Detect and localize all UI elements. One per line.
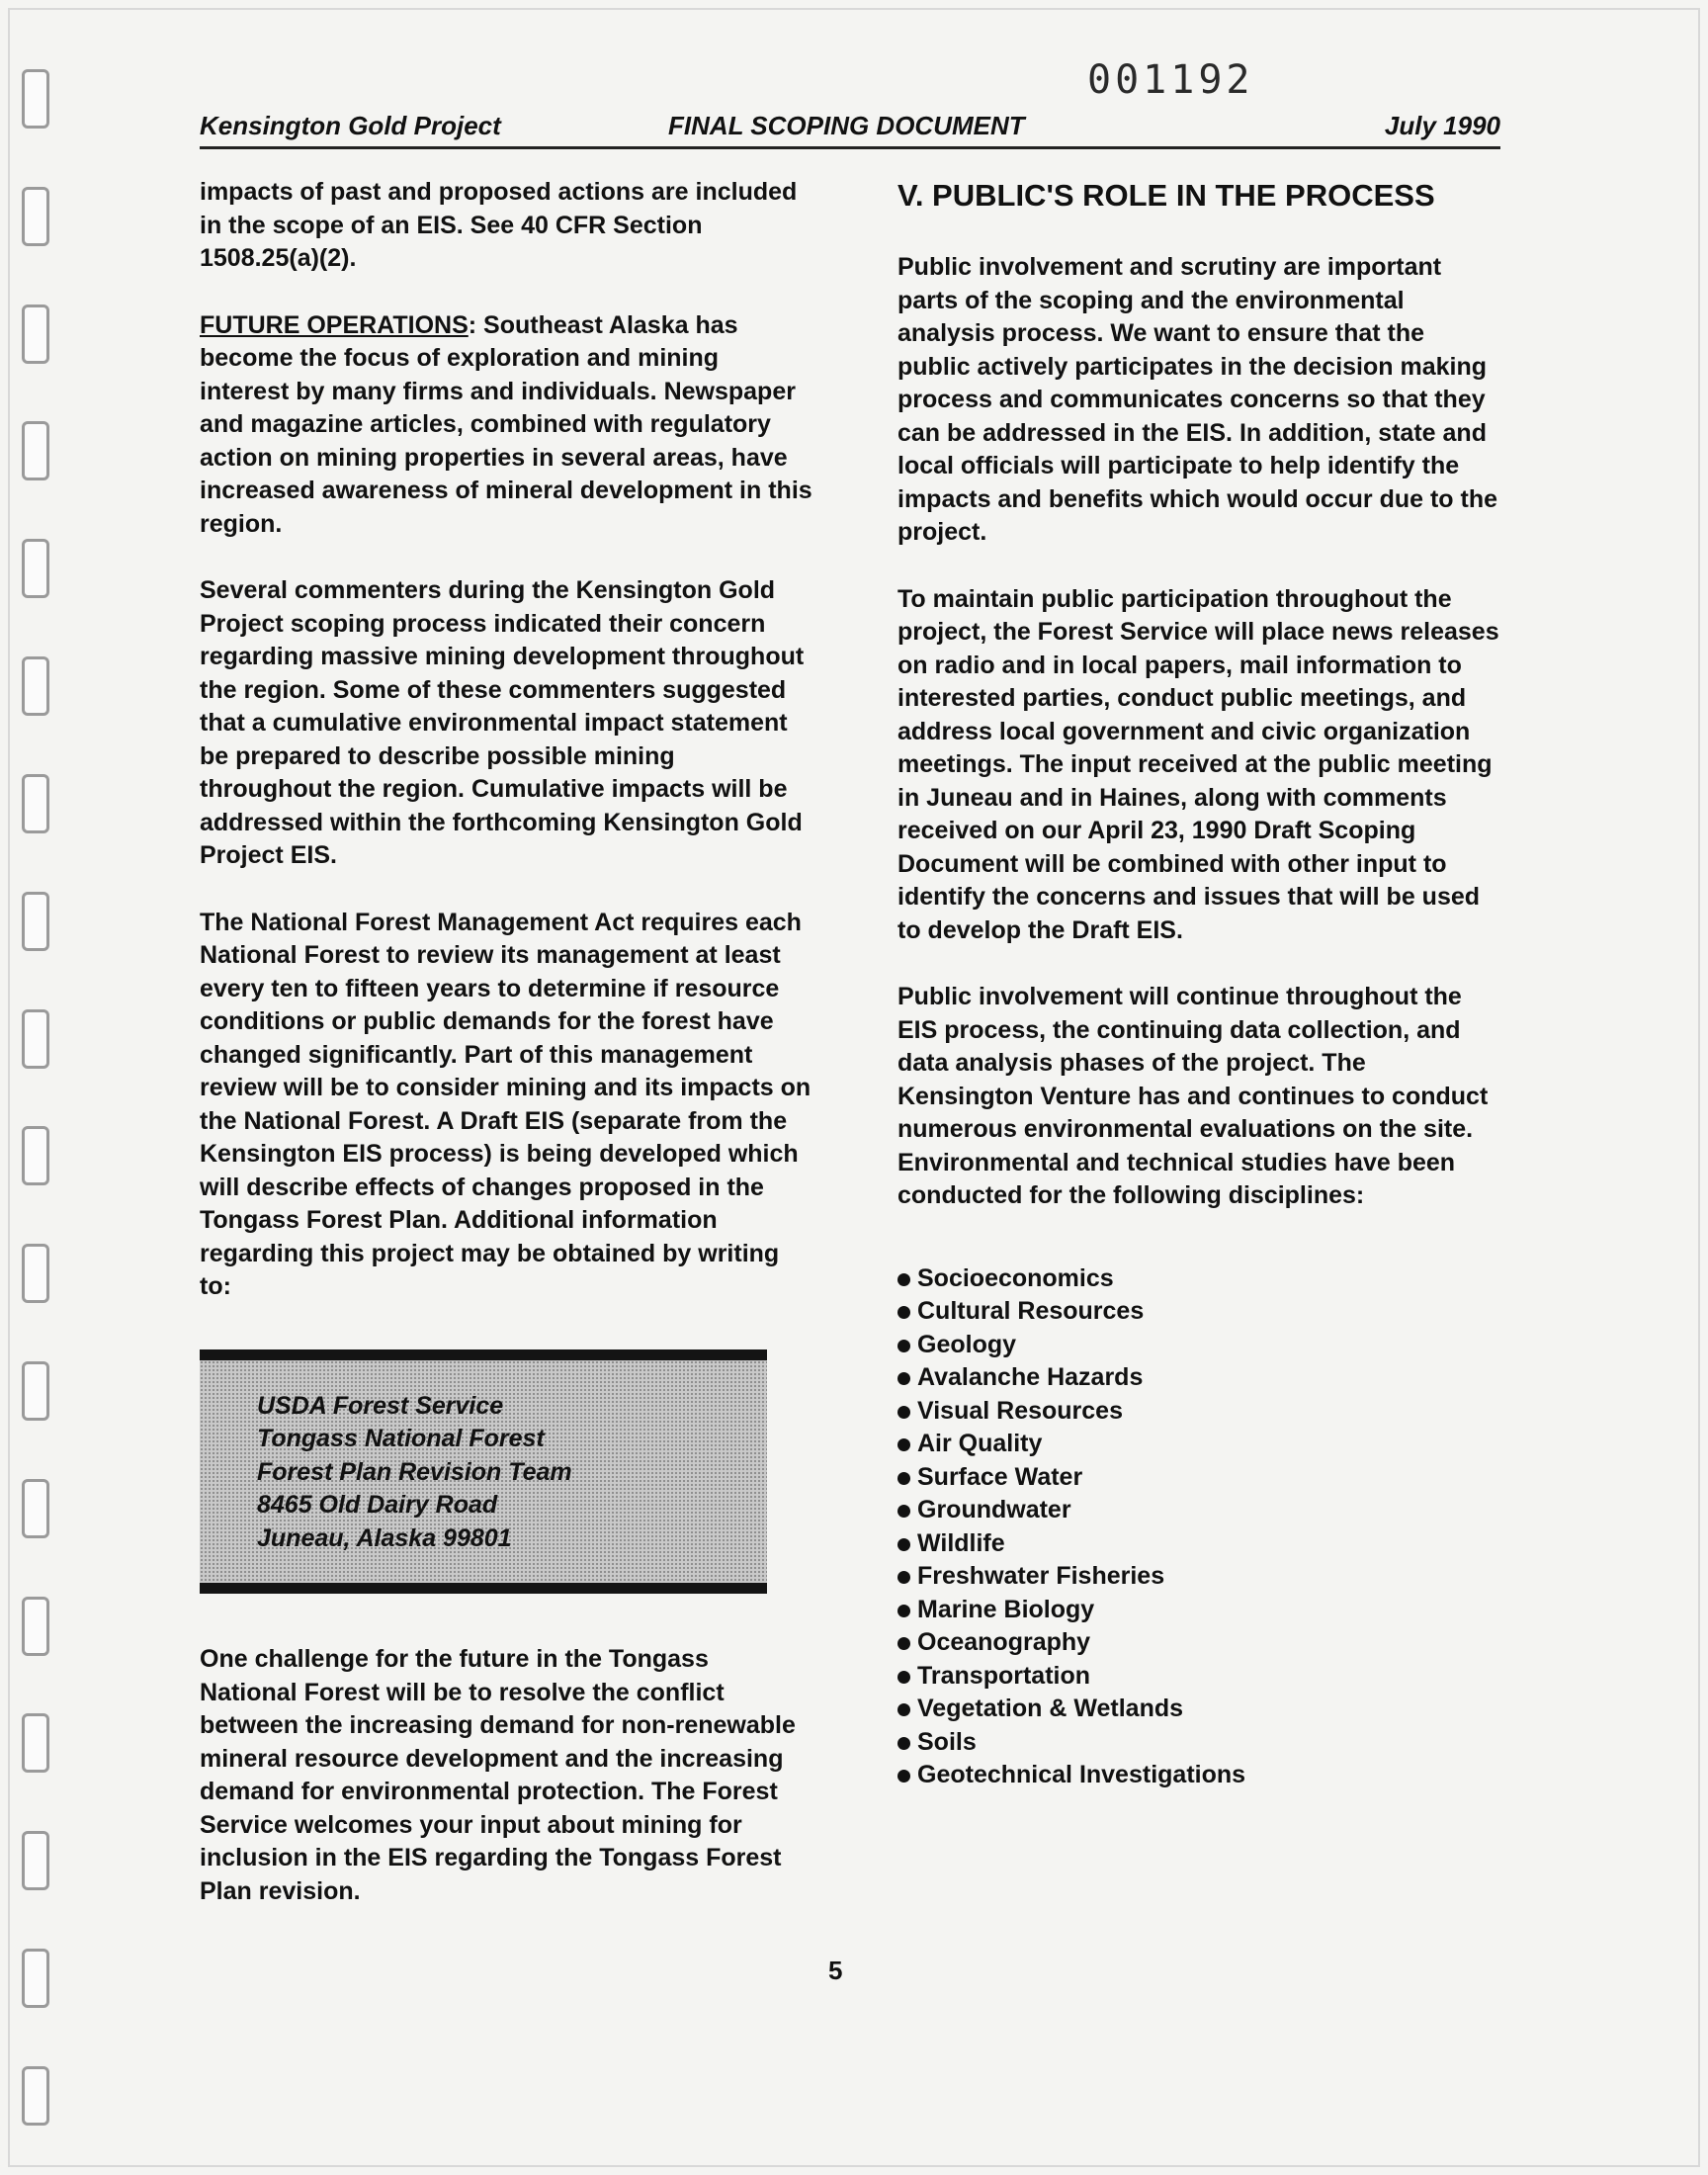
punch-hole-icon — [22, 421, 49, 480]
list-item: Cultural Resources — [897, 1295, 1500, 1329]
list-item: Surface Water — [897, 1461, 1500, 1495]
address-line: USDA Forest Service — [257, 1391, 504, 1420]
list-item: Marine Biology — [897, 1594, 1500, 1627]
punch-hole-icon — [22, 1361, 49, 1421]
list-item: Freshwater Fisheries — [897, 1560, 1500, 1594]
paragraph: The National Forest Management Act requires each National Forest to review its management at least every ten to fifteen years to determine if resource conditions or public demands for the forest have changed significantly. Part of this management review will be to consider mining and its impacts on the National Forest. A Draft EIS (separate from the Kensington EIS process) is being developed which will describe effects of changes proposed in the Tongass Forest Plan. Additional information regarding this project may be obtained by writing to: — [200, 908, 811, 1300]
document-stamp-number: 001192 — [1087, 57, 1254, 103]
punch-hole-icon — [22, 1244, 49, 1303]
header-document-title: FINAL SCOPING DOCUMENT — [668, 111, 1025, 140]
paragraph: Public involvement and scrutiny are important parts of the scoping and the environmental analysis process. We want to ensure that the public actively participates in the decision making process and communicates concerns so that they can be addressed in the EIS. In addition, state and local officials will participate to help identify the impacts and benefits which would occur due to the project. — [897, 253, 1498, 546]
paragraph: impacts of past and proposed actions are included in the scope of an EIS. See 40 CFR Section 1508.25(a)(2). — [200, 178, 798, 272]
list-item: Visual Resources — [897, 1395, 1500, 1429]
punch-hole-icon — [22, 892, 49, 951]
punch-hole-icon — [22, 774, 49, 833]
punch-hole-icon — [22, 656, 49, 716]
list-item: Oceanography — [897, 1626, 1500, 1660]
disciplines-list — [897, 1262, 1500, 1792]
punch-hole-icon — [22, 1831, 49, 1890]
list-item: Groundwater — [897, 1494, 1500, 1527]
future-operations-heading: FUTURE OPERATIONS — [200, 310, 469, 339]
paragraph: One challenge for the future in the Tongass National Forest will be to resolve the conflict between the increasing demand for non-renewable mineral resource development and the increasing demand for environmental protection. The Forest Service welcomes your input about mining for inclusion in the EIS regarding the Tongass Forest Plan revision. — [200, 1645, 796, 1905]
address-box — [200, 1349, 767, 1595]
paragraph: To maintain public participation throughout the project, the Forest Service will place news releases on radio and in local papers, mail information to interested parties, conduct public meetings, and address local government and civic organization meetings. The input received at the public meeting in Juneau and in Haines, along with comments received on our April 23, 1990 Draft Scoping Document will be combined with other input to identify the concerns and issues that will be used to develop the Draft EIS. — [897, 584, 1499, 944]
punch-hole-icon — [22, 539, 49, 598]
header-project-name: Kensington Gold Project — [200, 111, 501, 140]
punch-hole-icon — [22, 1009, 49, 1069]
page-header — [200, 107, 1500, 149]
punch-hole-icon — [22, 187, 49, 246]
punch-hole-icon — [22, 1949, 49, 2008]
punch-hole-icon — [22, 1126, 49, 1185]
paragraph: Several commenters during the Kensington Gold Project scoping process indicated their concern regarding massive mining development throughout the region. Some of these commenters suggested that a cumulative environmental impact statement be prepared to describe possible mining throughout the region. Cumulative impacts will be addressed within the forthcoming Kensington Gold Project EIS. — [200, 576, 805, 869]
punch-hole-icon — [22, 2066, 49, 2126]
address-line: 8465 Old Dairy Road — [257, 1491, 498, 1519]
punch-hole-icon — [22, 1479, 49, 1538]
left-column — [200, 176, 812, 1942]
page-number: 5 — [828, 1956, 843, 1985]
future-operations-text: : Southeast Alaska has become the focus of exploration and mining interest by many firms and individuals. Newspaper and magazine articles, combined with regulatory action on mining properties in several areas, have increased awareness of mineral development in this region. — [200, 310, 812, 538]
right-column — [897, 176, 1500, 1792]
paragraph: Public involvement will continue throughout the EIS process, the continuing data collection, and data analysis phases of the project. The Kensington Venture has and continues to conduct numerous environmental evaluations on the site. Environmental and technical studies have been conducted for the following disciplines: — [897, 983, 1489, 1209]
list-item: Transportation — [897, 1660, 1500, 1694]
binder-holes — [22, 69, 51, 2126]
paragraph-future-operations — [200, 309, 812, 542]
list-item: Air Quality — [897, 1428, 1500, 1461]
list-item: Socioeconomics — [897, 1262, 1500, 1296]
address-line: Tongass National Forest — [257, 1425, 545, 1452]
address-line: Forest Plan Revision Team — [257, 1457, 572, 1486]
section-title: V. PUBLIC'S ROLE IN THE PROCESS — [897, 178, 1435, 213]
list-item: Geology — [897, 1329, 1500, 1362]
punch-hole-icon — [22, 304, 49, 364]
list-item: Geotechnical Investigations — [897, 1759, 1500, 1792]
header-date: July 1990 — [1384, 111, 1500, 140]
punch-hole-icon — [22, 1713, 49, 1773]
punch-hole-icon — [22, 69, 49, 129]
address-line: Juneau, Alaska 99801 — [257, 1523, 512, 1552]
list-item: Avalanche Hazards — [897, 1361, 1500, 1395]
list-item: Wildlife — [897, 1527, 1500, 1561]
list-item: Vegetation & Wetlands — [897, 1693, 1500, 1726]
punch-hole-icon — [22, 1597, 49, 1656]
list-item: Soils — [897, 1726, 1500, 1760]
